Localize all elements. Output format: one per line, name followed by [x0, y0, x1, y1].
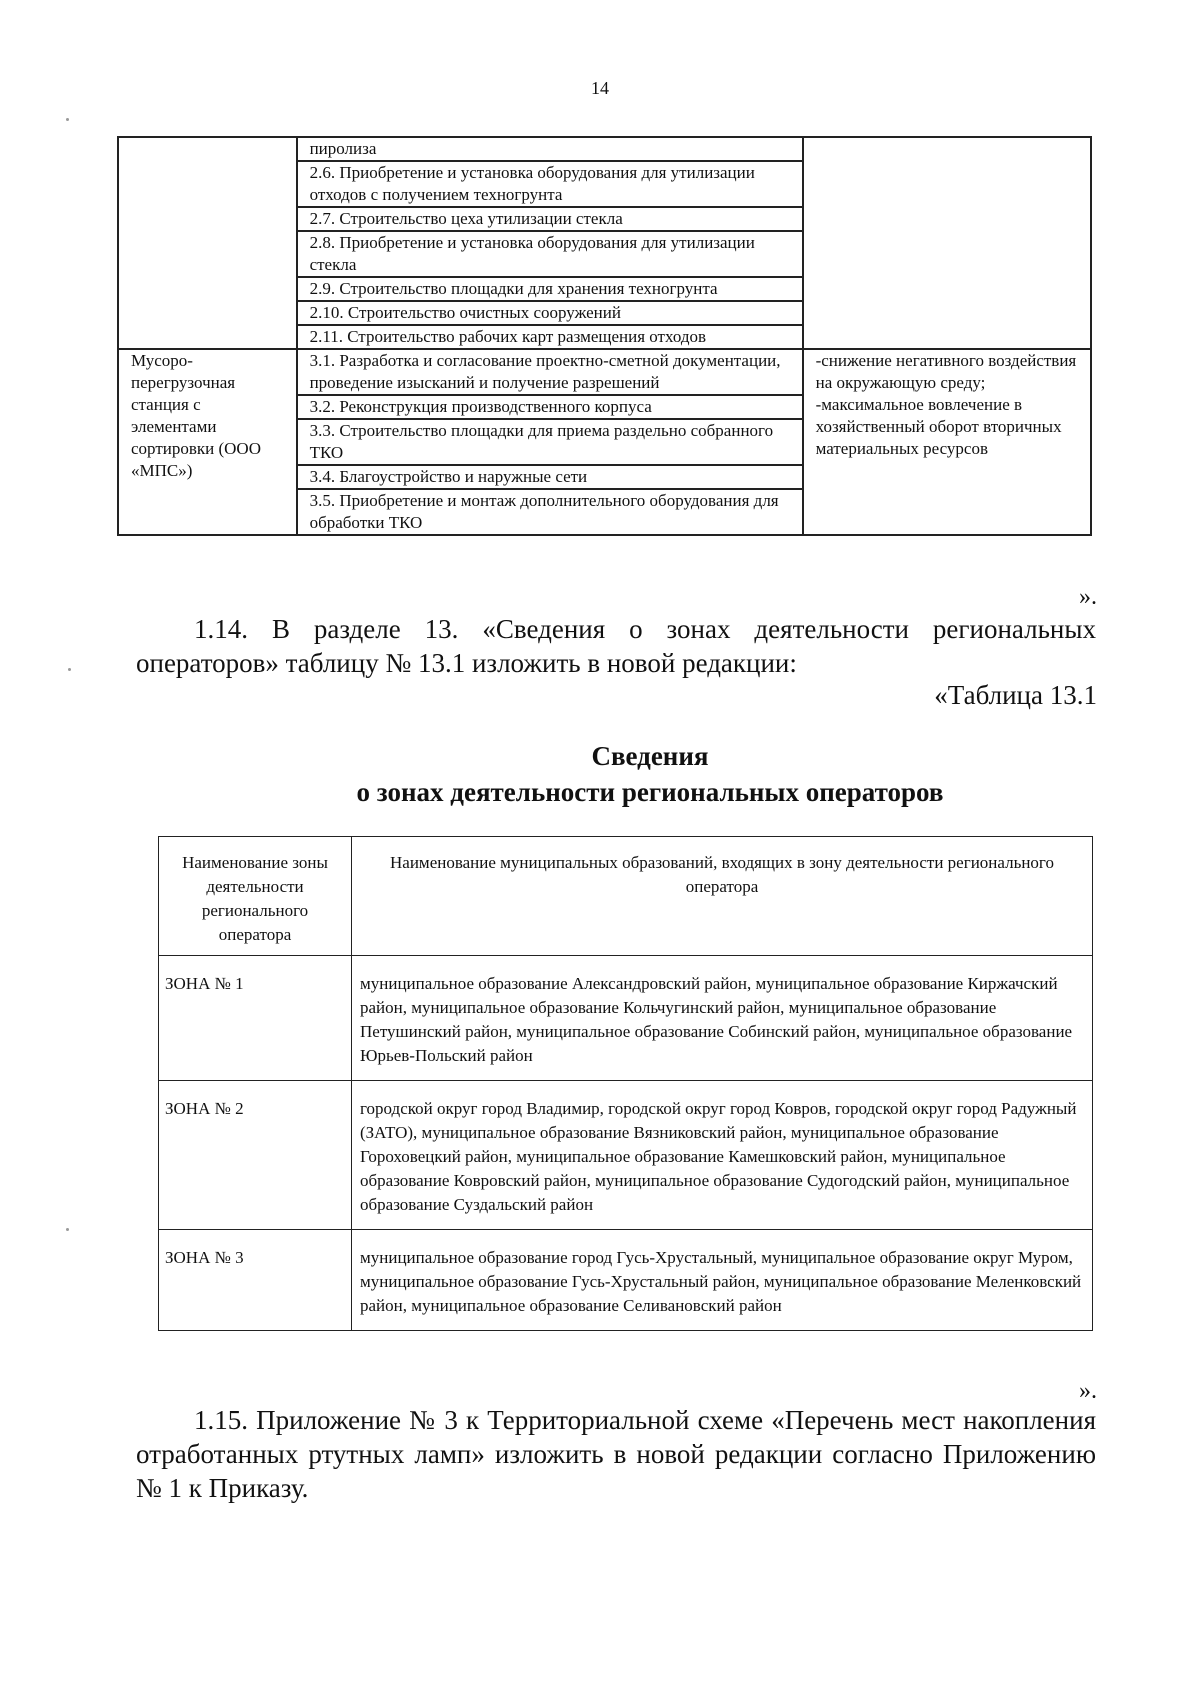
zone-municipalities: городской округ город Владимир, городской округ город Ковров, городской округ город Радужный (ЗАТО), муниципальное образование Вязниковский район, муниципальное образование Гороховецкий район, муниципальное образование Камешковский район, муниципальное образование Ковровский район, муниципальное образование Судогодский район, муниципальное образование Суздальский район — [352, 1081, 1093, 1230]
table-row — [118, 349, 1091, 395]
closing-quote: ». — [1079, 584, 1097, 610]
table-caption: «Таблица 13.1 — [934, 680, 1097, 710]
measure-cell: 2.7. Строительство цеха утилизации стекла — [297, 207, 803, 231]
zone-name: ЗОНА № 1 — [159, 956, 352, 1081]
zones-table — [158, 836, 1093, 1331]
measure-cell: 3.2. Реконструкция производственного корпуса — [297, 395, 803, 419]
measure-cell: 2.6. Приобретение и установка оборудования для утилизации отходов с получением техногрунта — [297, 161, 803, 207]
measure-cell: 3.3. Строительство площадки для приема раздельно собранного ТКО — [297, 419, 803, 465]
heading-line-2: о зонах деятельности региональных операторов — [356, 777, 944, 807]
measure-cell: 2.8. Приобретение и установка оборудования для утилизации стекла — [297, 231, 803, 277]
zone-name: ЗОНА № 3 — [159, 1230, 352, 1331]
measure-cell: 3.4. Благоустройство и наружные сети — [297, 465, 803, 489]
facility-effect: -снижение негативного воздействия на окружающую среду; -максимальное вовлечение в хозяйственный оборот вторичных материальных ресурсов — [803, 349, 1091, 535]
paragraph-1-14 — [136, 612, 1096, 680]
scan-speck — [68, 668, 71, 671]
paragraph-text: 1.14. В разделе 13. «Сведения о зонах деятельности региональных операторов» таблицу № 13.1 изложить в новой редакции: — [136, 614, 1096, 678]
section-heading — [0, 738, 1200, 810]
facility-name: Мусоро-перегрузочная станция с элементами сортировки (ООО «МПС») — [118, 349, 297, 535]
paragraph-text: 1.15. Приложение № 3 к Территориальной схеме «Перечень мест накопления отработанных ртутных ламп» изложить в новой редакции согласно Приложению № 1 к Приказу. — [136, 1405, 1096, 1503]
measure-cell: 3.1. Разработка и согласование проектно-сметной документации, проведение изысканий и получение разрешений — [297, 349, 803, 395]
measures-table — [117, 136, 1092, 536]
table-row — [159, 956, 1093, 1081]
table-row — [159, 1230, 1093, 1331]
paragraph-1-15 — [136, 1403, 1096, 1505]
closing-quote: ». — [1079, 1378, 1097, 1404]
zone-municipalities: муниципальное образование Александровский район, муниципальное образование Киржачский район, муниципальное образование Кольчугинский район, муниципальное образование Петушинский район, муниципальное образование Собинский район, муниципальное образование Юрьев-Польский район — [352, 956, 1093, 1081]
scan-speck — [66, 118, 69, 121]
measure-cell: 2.11. Строительство рабочих карт размещения отходов — [297, 325, 803, 349]
table-row — [118, 137, 1091, 161]
header-municipalities: Наименование муниципальных образований, входящих в зону деятельности регионального оператора — [352, 837, 1093, 956]
measure-cell: пиролиза — [297, 137, 803, 161]
empty-cell — [118, 137, 297, 349]
table-header-row — [159, 837, 1093, 956]
page-number: 14 — [591, 78, 609, 98]
table-row — [159, 1081, 1093, 1230]
header-zone: Наименование зоны деятельности регионального оператора — [159, 837, 352, 956]
measure-cell: 2.10. Строительство очистных сооружений — [297, 301, 803, 325]
heading-line-1: Сведения — [591, 741, 709, 771]
zone-municipalities: муниципальное образование город Гусь-Хрустальный, муниципальное образование округ Муром, муниципальное образование Гусь-Хрустальный район, муниципальное образование Меленковский район, муниципальное образование Селивановский район — [352, 1230, 1093, 1331]
zone-name: ЗОНА № 2 — [159, 1081, 352, 1230]
empty-cell — [803, 137, 1091, 349]
scan-speck — [66, 1228, 69, 1231]
measure-cell: 3.5. Приобретение и монтаж дополнительного оборудования для обработки ТКО — [297, 489, 803, 535]
measure-cell: 2.9. Строительство площадки для хранения техногрунта — [297, 277, 803, 301]
